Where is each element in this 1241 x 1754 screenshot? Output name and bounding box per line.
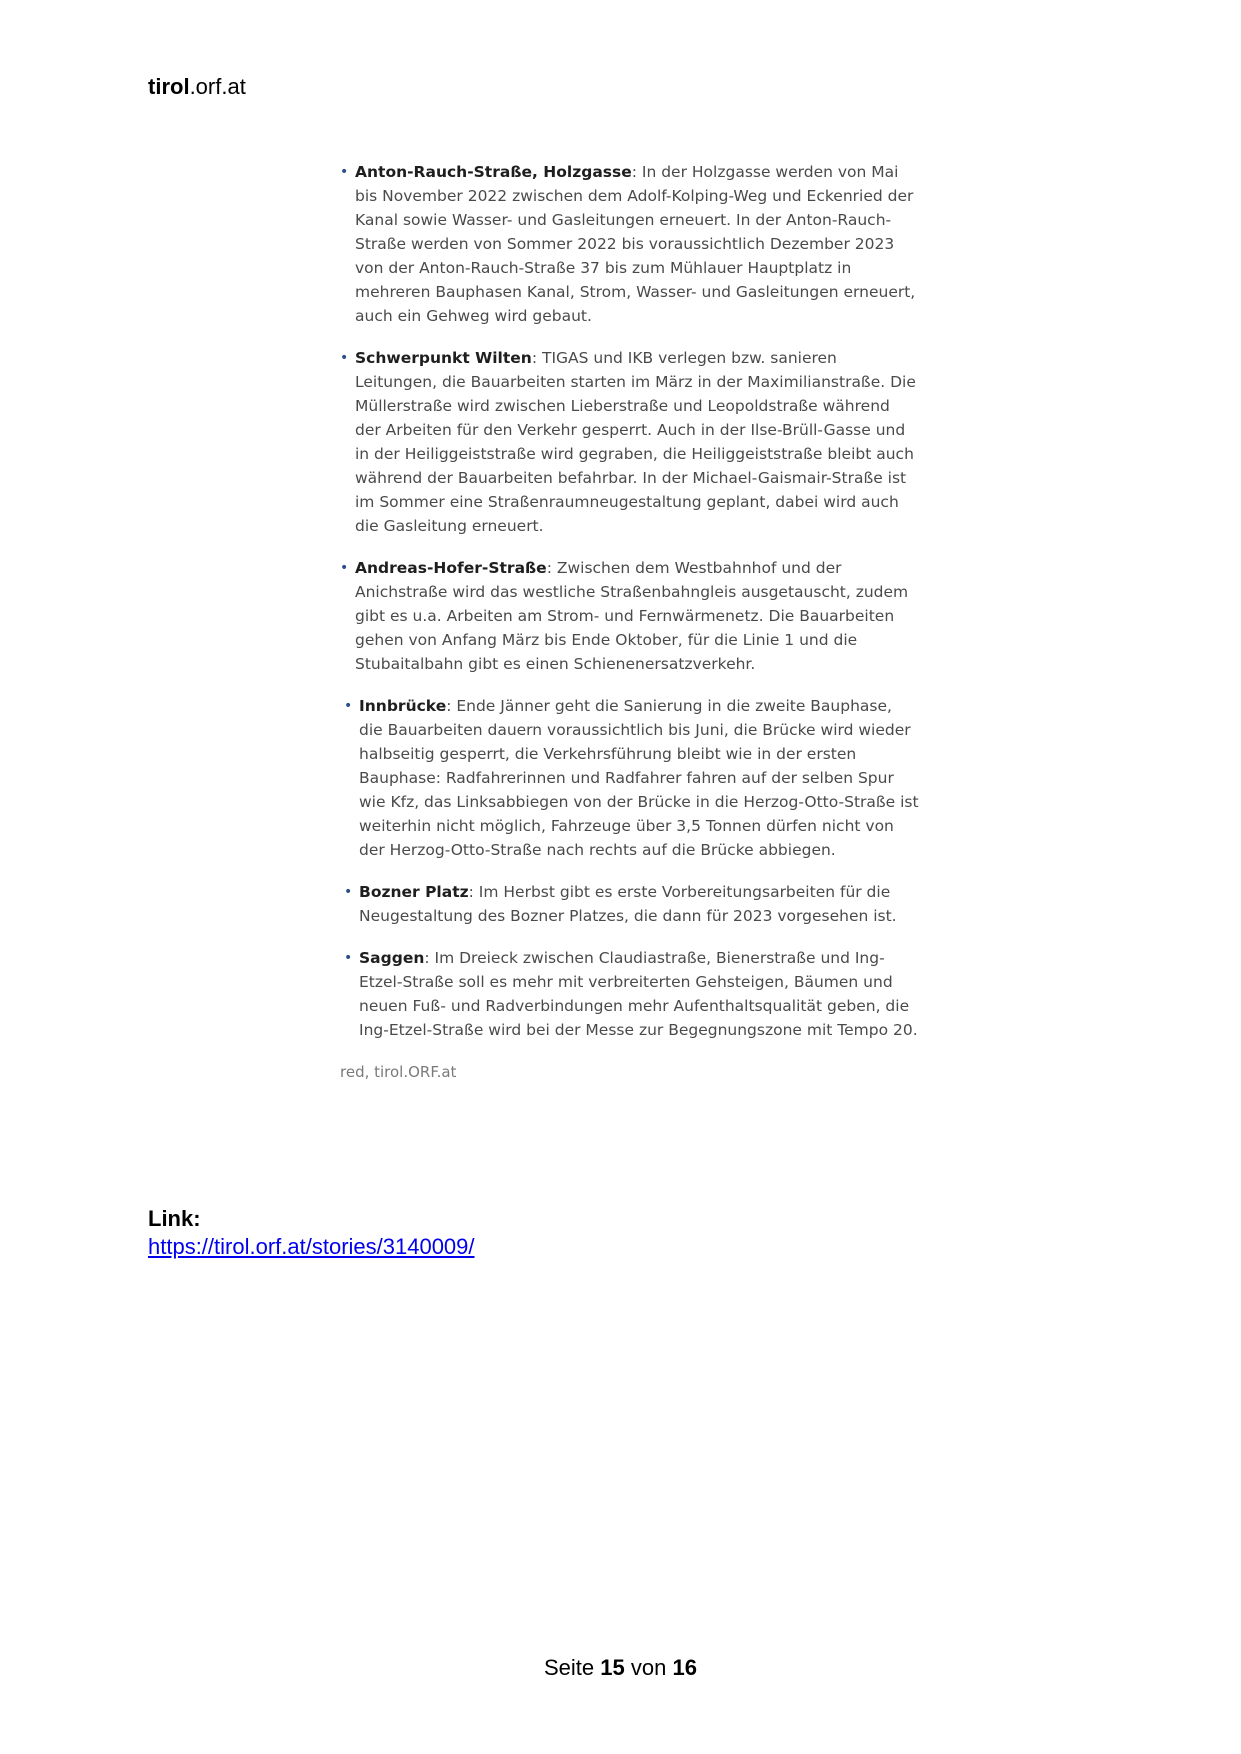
article-excerpt: [340, 160, 920, 1084]
bullet-icon: •: [344, 884, 353, 900]
list-item: [340, 346, 920, 538]
item-text: : Zwischen dem Westbahnhof und der Anichstraße wird das westliche Straßenbahngleis ausgetauscht, zudem gibt es u.a. Arbeiten am Strom- und Fernwärmenetz. Die Bauarbeiten gehen von Anfang März bis Ende Oktober, für die Linie 1 und die Stubaitalbahn gibt es einen Schienenersatzverkehr.: [355, 559, 909, 673]
item-text: : In der Holzgasse werden von Mai bis November 2022 zwischen dem Adolf-Kolping-Weg und Eckenried der Kanal sowie Wasser- und Gasleitungen erneuert. In der Anton-Rauch-Straße werden von Sommer 2022 bis voraussichtlich Dezember 2023 von der Anton-Rauch-Straße 37 bis zum Mühlauer Hauptplatz in mehreren Bauphasen Kanal, Strom, Wasser- und Gasleitungen erneuert, auch ein Gehweg wird gebaut.: [355, 163, 916, 325]
brand-rest: .orf.at: [189, 74, 246, 99]
list-item: [340, 556, 920, 676]
construction-list: [340, 160, 920, 1042]
item-text: : Ende Jänner geht die Sanierung in die zweite Bauphase, die Bauarbeiten dauern voraussichtlich bis Juni, die Brücke wird wieder halbseitig gesperrt, die Verkehrsführung bleibt wie in der ersten Bauphase: Radfahrerinnen und Radfahrer fahren auf der selben Spur wie Kfz, das Linksabbiegen von der Brücke in die Herzog-Otto-Straße ist weiterhin nicht möglich, Fahrzeuge über 3,5 Tonnen dürfen nicht von der Herzog-Otto-Straße nach rechts auf die Brücke abbiegen.: [359, 697, 919, 859]
list-item: [340, 946, 920, 1042]
item-title: Anton-Rauch-Straße, Holzgasse: [355, 163, 632, 181]
link-section: [148, 1205, 475, 1261]
brand-bold: tirol: [148, 74, 190, 99]
item-title: Schwerpunkt Wilten: [355, 349, 532, 367]
item-text: : Im Herbst gibt es erste Vorbereitungsarbeiten für die Neugestaltung des Bozner Platzes, die dann für 2023 vorgesehen ist.: [359, 883, 897, 925]
article-credit: red, tirol.ORF.at: [340, 1063, 457, 1081]
bullet-icon: •: [340, 350, 349, 366]
footer-mid: von: [630, 1655, 667, 1680]
footer-prefix: Seite: [544, 1655, 595, 1680]
current-page-number: 15: [600, 1655, 625, 1680]
item-title: Saggen: [359, 949, 425, 967]
item-title: Innbrücke: [359, 697, 447, 715]
bullet-icon: •: [340, 560, 349, 576]
item-text: : TIGAS und IKB verlegen bzw. sanieren Leitungen, die Bauarbeiten starten im März in der Maximilianstraße. Die Müllerstraße wird zwischen Lieberstraße und Leopoldstraße während der Arbeiten für den Verkehr gesperrt. Auch in der Ilse-Brüll-Gasse und in der Heiliggeiststraße wird gegraben, die Heiliggeiststraße bleibt auch während der Bauarbeiten befahrbar. In der Michael-Gaismair-Straße ist im Sommer eine Straßenraumneugestaltung geplant, dabei wird auch die Gasleitung erneuert.: [355, 349, 916, 535]
bullet-icon: •: [340, 164, 349, 180]
page-header: [148, 74, 246, 100]
source-link[interactable]: https://tirol.orf.at/stories/3140009/: [148, 1234, 475, 1259]
link-label: Link:: [148, 1206, 201, 1231]
page-footer: [0, 1655, 1241, 1681]
list-item: [340, 160, 920, 328]
bullet-icon: •: [344, 698, 353, 714]
list-item: [340, 694, 920, 862]
item-title: Andreas-Hofer-Straße: [355, 559, 547, 577]
bullet-icon: •: [344, 950, 353, 966]
total-pages: 16: [672, 1655, 697, 1680]
item-text: : Im Dreieck zwischen Claudiastraße, Bienerstraße und Ing-Etzel-Straße soll es mehr mit verbreiterten Gehsteigen, Bäumen und neuen Fuß- und Radverbindungen mehr Aufenthaltsqualität geben, die Ing-Etzel-Straße wird bei der Messe zur Begegnungszone mit Tempo 20.: [359, 949, 918, 1039]
list-item: [340, 880, 920, 928]
item-title: Bozner Platz: [359, 883, 469, 901]
